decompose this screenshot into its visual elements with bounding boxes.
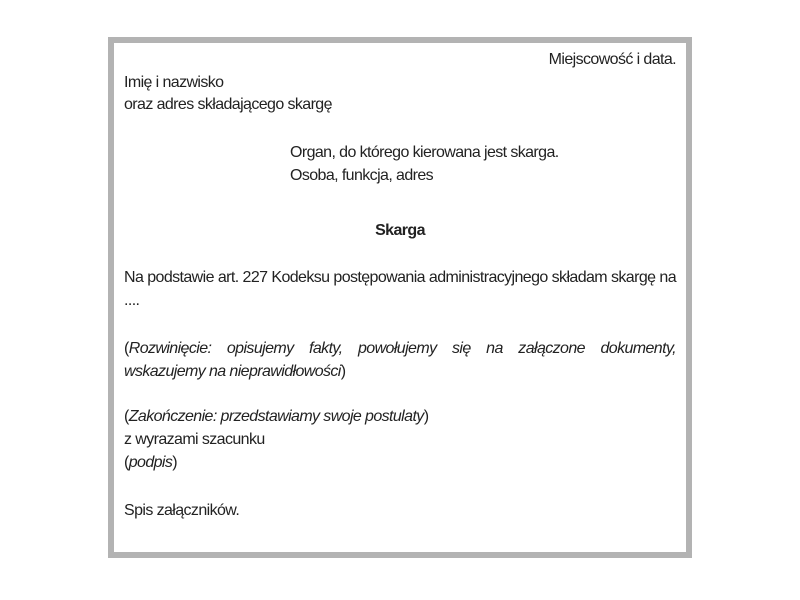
intro-paragraph: Na podstawie art. 227 Kodeksu postępowania administracyjnego składam skargę na .... (124, 269, 676, 309)
signature-text: podpis (128, 454, 173, 471)
place-date: Miejscowość i data. (548, 51, 676, 68)
regards: z wyrazami szacunku (124, 431, 265, 448)
recipient-person: Osoba, funkcja, adres (290, 167, 434, 184)
development-text: Rozwinięcie: opisujemy fakty, powołujemy się na załączone dokumenty, wskazujemy na nieprawidłowości (124, 340, 676, 380)
conclusion-text: Zakończenie: przedstawiamy swoje postulaty (128, 408, 424, 425)
conclusion: (Zakończenie: przedstawiamy swoje postulaty) (124, 408, 429, 425)
sender-address: oraz adres składającego skargę (124, 96, 332, 113)
document-title: Skarga (375, 222, 425, 239)
attachments: Spis załączników. (124, 502, 240, 519)
recipient-organ: Organ, do którego kierowana jest skarga. (290, 144, 559, 161)
sender-name: Imię i nazwisko (124, 74, 224, 91)
signature: (podpis) (124, 454, 178, 471)
development-paragraph: (Rozwinięcie: opisujemy fakty, powołujemy się na załączone dokumenty, wskazujemy na nieprawidłowości) (124, 340, 676, 380)
